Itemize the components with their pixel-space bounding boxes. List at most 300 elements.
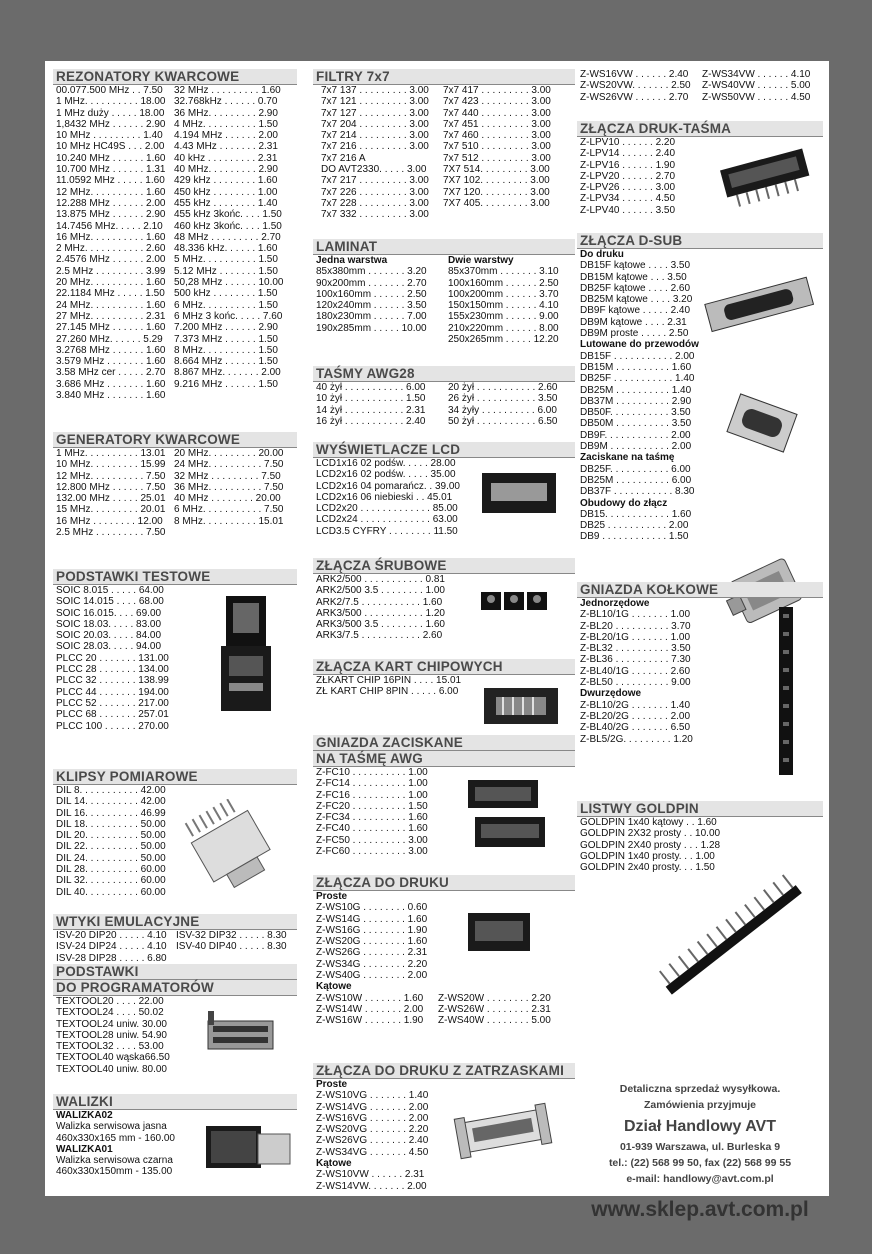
price-row: DB15F . . . . . . . . . . . 2.00 xyxy=(580,350,695,362)
price-cell: Z-WS34VW . . . . . . 4.10 xyxy=(702,69,811,80)
section-druku xyxy=(313,875,575,1027)
price-cell: Z-WS26VW . . . . . . 2.70 xyxy=(580,91,689,103)
price-row: SOIC 20.03. . . . . 84.00 xyxy=(56,630,162,642)
price-row: Z-LPV10 . . . . . . 2.20 xyxy=(580,137,676,148)
price-cell: 7x7 451 . . . . . . . . . 3.00 xyxy=(443,118,551,130)
price-cell: 36 MHz. . . . . . . . . . 7.50 xyxy=(174,481,284,493)
price-cell: 40 MHz . . . . . . . . 20.00 xyxy=(174,493,281,505)
price-cell: 455 kHz 3końc. . . . 1.50 xyxy=(174,209,282,221)
section-title: ZŁĄCZA ŚRUBOWE xyxy=(313,558,575,574)
price-row: DB25F . . . . . . . . . . . 1.40 xyxy=(580,373,695,385)
section-title: ZŁĄCZA DRUK-TAŚMA xyxy=(577,121,823,137)
price-row xyxy=(56,471,297,482)
price-cell: 2.5 MHz . . . . . . . . . 3.99 xyxy=(56,265,166,277)
price-row: GOLDPIN 1x40 kątowy . . 1.60 xyxy=(580,817,717,828)
subsection-title: Lutowane do przewodów xyxy=(580,339,699,351)
price-cell: 90x200mm . . . . . . . 2.70 xyxy=(316,277,427,289)
price-row xyxy=(56,266,297,277)
service-case-image xyxy=(203,1116,295,1174)
price-row xyxy=(316,1015,575,1026)
price-row: DB25M . . . . . . . . . . 1.40 xyxy=(580,384,692,396)
price-row: LCD3.5 CYFRY . . . . . . . . 11.50 xyxy=(316,525,458,537)
section-walizki xyxy=(53,1094,297,1178)
section-title: ZŁĄCZA DO DRUKU xyxy=(313,875,575,891)
price-row: Z-FC40 . . . . . . . . . . 1.60 xyxy=(316,823,428,835)
price-row: Z-WS26G . . . . . . . . 2.31 xyxy=(316,947,428,959)
price-row xyxy=(316,1004,575,1015)
contact-info xyxy=(577,1081,823,1225)
price-cell: 210x220mm . . . . . . 8.00 xyxy=(448,322,559,334)
price-cell: ISV-40 DIP40 . . . . . 8.30 xyxy=(176,941,287,953)
column-head: Jedna warstwa xyxy=(316,255,388,266)
price-cell: 100x160mm . . . . . . 2.50 xyxy=(316,288,427,300)
price-row xyxy=(321,119,575,130)
price-row: Z-BL32 . . . . . . . . . . 3.50 xyxy=(580,643,691,655)
price-row xyxy=(321,209,575,220)
price-row: PLCC 20 . . . . . . . 131.00 xyxy=(56,652,169,664)
price-row xyxy=(56,930,297,941)
price-row: Z-WS40G . . . . . . . . 2.00 xyxy=(316,970,428,982)
price-row: ARK2/500 3.5 . . . . . . . . 1.00 xyxy=(316,585,445,597)
price-cell: 5 MHz. . . . . . . . . . 1.50 xyxy=(174,254,278,266)
price-row xyxy=(316,993,575,1004)
section-title: ZŁĄCZA D-SUB xyxy=(577,233,823,249)
price-cell: 00.077.500 MHz . . 7.50 xyxy=(56,85,163,96)
price-row xyxy=(56,300,297,311)
price-row: Z-WS10G . . . . . . . . 0.60 xyxy=(316,902,428,914)
price-row: Z-BL20/1G . . . . . . . 1.00 xyxy=(580,631,691,643)
section-title: GENERATORY KWARCOWE xyxy=(53,432,297,448)
price-cell: 10 MHz . . . . . . . . . 1.40 xyxy=(56,130,163,142)
price-row xyxy=(321,153,575,164)
price-row xyxy=(56,153,297,164)
price-row: DIL 22. . . . . . . . . . 50.00 xyxy=(56,841,166,853)
contact-line: Zamówienia przyjmuje xyxy=(643,1099,757,1111)
price-cell: 7x7 226 . . . . . . . . . 3.00 xyxy=(321,186,429,198)
price-row xyxy=(321,108,575,119)
price-row xyxy=(56,198,297,209)
idc-socket-image xyxy=(463,775,553,855)
section-title: GNIAZDA ZACISKANE xyxy=(313,735,575,751)
price-cell: 7.373 MHz . . . . . . 1.50 xyxy=(174,333,278,345)
price-cell: 180x230mm . . . . . . 7.00 xyxy=(316,311,427,323)
price-cell: 32 MHz . . . . . . . . . 1.60 xyxy=(174,85,281,96)
price-row: LCD2x16 04 pomarańcz. . 39.00 xyxy=(316,480,460,492)
product-desc: Walizka serwisowa jasna xyxy=(56,1121,167,1133)
price-cell: Z-WS16W . . . . . . . 1.90 xyxy=(316,1015,424,1027)
price-row xyxy=(56,527,297,538)
price-row: LCD1x16 02 podśw. . . . . 28.00 xyxy=(316,458,456,469)
price-cell: 150x150mm . . . . . . 4.10 xyxy=(448,300,559,312)
price-row: TEXTOOL40 uniw. 80.00 xyxy=(56,1063,167,1075)
price-cell: 3.58 MHz cer . . . . . 2.70 xyxy=(56,367,166,379)
price-row: ARK2/7.5 . . . . . . . . . . . 1.60 xyxy=(316,596,443,608)
price-cell: 7x7 417 . . . . . . . . . 3.00 xyxy=(443,85,551,96)
price-cell: 22.1184 MHz . . . . . 1.50 xyxy=(56,288,165,300)
price-row xyxy=(316,300,575,311)
price-row: ZŁKART CHIP 16PIN . . . . 15.01 xyxy=(316,675,462,686)
terminal-block-image xyxy=(477,586,552,616)
price-row: Z-LPV14 . . . . . . 2.40 xyxy=(580,148,676,160)
price-row xyxy=(56,288,297,299)
price-cell: ISV-24 DIP24 . . . . . 4.10 xyxy=(56,941,167,953)
price-row: PLCC 44 . . . . . . . 194.00 xyxy=(56,686,169,698)
subsection-title: Kątowe xyxy=(316,981,352,993)
section-klipsy xyxy=(53,769,297,898)
price-row: Z-BL40/2G . . . . . . . 6.50 xyxy=(580,722,691,734)
test-socket-image xyxy=(211,591,281,721)
price-cell: 1 MHz. . . . . . . . . . 18.00 xyxy=(56,96,166,108)
product-desc: Walizka serwisowa czarna xyxy=(56,1155,173,1167)
price-row: DB37M . . . . . . . . . . 2.90 xyxy=(580,395,692,407)
price-row xyxy=(321,198,575,209)
price-row: Z-LPV16 . . . . . . 1.90 xyxy=(580,159,676,171)
section-karty xyxy=(313,659,575,698)
section-top-continuation xyxy=(577,69,823,103)
price-row xyxy=(316,311,575,322)
price-row: SOIC 28.03. . . . . 94.00 xyxy=(56,641,162,653)
price-row: Z-BL10/2G . . . . . . . 1.40 xyxy=(580,699,691,711)
subsection-title: Do druku xyxy=(580,249,624,260)
price-row: TEXTOOL40 wąska66.50 xyxy=(56,1052,170,1064)
price-row xyxy=(321,85,575,96)
section-title: LISTWY GOLDPIN xyxy=(577,801,823,817)
price-row: DB9M . . . . . . . . . . . 2.00 xyxy=(580,441,692,453)
phone: tel.: (22) 568 99 50, fax (22) 568 99 55 xyxy=(608,1157,792,1169)
price-row xyxy=(56,108,297,119)
price-row: TEXTOOL28 uniw. 54.90 xyxy=(56,1029,167,1041)
price-cell: 26 żył . . . . . . . . . . . 3.50 xyxy=(448,393,558,405)
section-srubowe xyxy=(313,558,575,642)
section-title: FILTRY 7x7 xyxy=(313,69,575,85)
section-title: ZŁĄCZA DO DRUKU Z ZATRZASKAMI xyxy=(313,1063,575,1079)
price-row: Z-LPV20 . . . . . . 2.70 xyxy=(580,170,676,182)
price-cell: 48.336 kHz. . . . . . 1.60 xyxy=(174,243,278,255)
price-row: GOLDPIN 2X40 prosty . . . 1.28 xyxy=(580,839,721,851)
price-cell: 48 MHz . . . . . . . . . 2.70 xyxy=(174,231,281,243)
price-cell: 50 żył . . . . . . . . . . . 6.50 xyxy=(448,415,558,427)
price-row xyxy=(316,416,575,427)
price-cell: 4.194 MHz . . . . . . 2.00 xyxy=(174,130,278,142)
price-cell: 20 żył . . . . . . . . . . . 2.60 xyxy=(448,382,558,393)
chip-card-connector-image xyxy=(481,683,561,729)
price-cell: 1 MHz duży . . . . . 18.00 xyxy=(56,107,165,119)
price-cell: 1,8432 MHz . . . . . . 2.90 xyxy=(56,118,166,130)
price-cell: 250x265mm . . . . . 12.20 xyxy=(448,334,559,346)
price-cell: 32.768kHz . . . . . . 0.70 xyxy=(174,96,278,108)
price-row: Z-BL5/2G. . . . . . . . . 1.20 xyxy=(580,733,693,745)
price-row: TEXTOOL24 . . . . 50.02 xyxy=(56,1007,164,1019)
price-row xyxy=(56,311,297,322)
price-row xyxy=(56,187,297,198)
price-cell: 16 żył . . . . . . . . . . . 2.40 xyxy=(316,415,426,427)
price-row xyxy=(56,209,297,220)
price-row: SOIC 14.015 . . . . 68.00 xyxy=(56,596,164,608)
price-cell: 10 MHz HC49S . . . 2.00 xyxy=(56,141,165,153)
section-laminat xyxy=(313,239,575,345)
price-cell: 190x285mm . . . . . 10.00 xyxy=(316,322,427,334)
price-cell: Z-WS40W . . . . . . . . 5.00 xyxy=(438,1015,551,1027)
price-cell: 10.240 MHz . . . . . . 1.60 xyxy=(56,152,166,164)
section-goldpin xyxy=(577,801,823,873)
price-row: PLCC 68 . . . . . . . 257.01 xyxy=(56,709,169,721)
price-cell: 36 MHz. . . . . . . . . 2.90 xyxy=(174,107,278,119)
price-cell: 4 MHz. . . . . . . . . . 1.50 xyxy=(174,118,278,130)
section-title: WALIZKI xyxy=(53,1094,297,1110)
price-row: DB9F kątowe . . . . . 2.40 xyxy=(580,305,691,317)
price-row xyxy=(56,221,297,232)
price-cell: 3.579 MHz . . . . . . . 1.60 xyxy=(56,356,166,368)
price-row xyxy=(580,80,823,91)
price-cell: 12.800 MHz . . . . . . 7.50 xyxy=(56,481,166,493)
price-row: Z-WS34G . . . . . . . . 2.20 xyxy=(316,958,428,970)
pin-socket-image xyxy=(767,602,807,782)
price-row: DIL 20. . . . . . . . . . 50.00 xyxy=(56,830,166,842)
price-row xyxy=(56,141,297,152)
price-cell: 50,28 MHz . . . . . . 10.00 xyxy=(174,277,284,289)
price-cell: 12 MHz. . . . . . . . . . 7.50 xyxy=(56,470,166,482)
price-cell: 7.200 MHz . . . . . . 2.90 xyxy=(174,322,278,334)
address: 01-939 Warszawa, ul. Burleska 9 xyxy=(619,1141,781,1153)
product-name: WALIZKA01 xyxy=(56,1143,113,1155)
price-cell: 7X7 405. . . . . . . . . 3.00 xyxy=(443,197,550,209)
section-title: DO PROGRAMATORÓW xyxy=(53,980,297,996)
price-row: Z-WS16VG . . . . . . . 2.00 xyxy=(316,1112,429,1124)
price-row: PLCC 100 . . . . . . 270.00 xyxy=(56,720,169,732)
price-row: GOLDPIN 2x40 prosty. . . 1.50 xyxy=(580,862,715,874)
price-cell: 6 MHz 3 końc. . . . . 7.60 xyxy=(174,310,283,322)
price-cell: 14 żył . . . . . . . . . . . 2.31 xyxy=(316,404,426,416)
section-title: WYŚWIETLACZE LCD xyxy=(313,442,575,458)
price-row: Z-FC50 . . . . . . . . . . 3.00 xyxy=(316,834,428,846)
price-cell: 3.2768 MHz . . . . . . 1.60 xyxy=(56,344,166,356)
price-cell: 450 kHz . . . . . . . . 1.00 xyxy=(174,186,278,198)
price-row: GOLDPIN 1x40 prosty. . . 1.00 xyxy=(580,850,715,862)
price-cell: 2.4576 MHz . . . . . . 2.00 xyxy=(56,254,166,266)
price-cell: Z-WS10W . . . . . . . 1.60 xyxy=(316,992,424,1004)
price-row: DB25M . . . . . . . . . . 6.00 xyxy=(580,474,692,486)
price-row xyxy=(580,92,823,103)
section-gniazda-zaciskane xyxy=(313,735,575,857)
section-dsub xyxy=(577,233,823,543)
price-cell: 8.664 MHz . . . . . . 1.50 xyxy=(174,356,278,368)
price-row: Z-WS26VG . . . . . . . 2.40 xyxy=(316,1135,429,1147)
price-cell: 7x7 127 . . . . . . . . . 3.00 xyxy=(321,107,429,119)
section-generatory xyxy=(53,432,297,538)
price-cell: Z-WS16VW . . . . . . 2.40 xyxy=(580,69,689,80)
subsection-title: Dwurzędowe xyxy=(580,688,642,700)
price-cell: 4.43 MHz . . . . . . . 2.31 xyxy=(174,141,278,153)
section-title: ZŁĄCZA KART CHIPOWYCH xyxy=(313,659,575,675)
price-row xyxy=(56,130,297,141)
price-row: DIL 18. . . . . . . . . . 50.00 xyxy=(56,818,166,830)
column-head: Dwie warstwy xyxy=(448,255,514,266)
price-row xyxy=(580,69,823,80)
price-row: Z-BL50 . . . . . . . . . . 9.00 xyxy=(580,677,691,689)
price-cell: 7x7 228 . . . . . . . . . 3.00 xyxy=(321,197,429,209)
price-cell: 16 MHz. . . . . . . . . . 1.60 xyxy=(56,231,166,243)
price-cell: 7x7 510 . . . . . . . . . 3.00 xyxy=(443,141,551,153)
section-filtry xyxy=(313,69,575,221)
section-title: KLIPSY POMIAROWE xyxy=(53,769,297,785)
price-cell: 6 MHz. . . . . . . . . . . 7.50 xyxy=(174,504,284,516)
price-row: Z-FC34 . . . . . . . . . . 1.60 xyxy=(316,812,428,824)
goldpin-strip-image xyxy=(647,871,822,1011)
section-title: LAMINAT xyxy=(313,239,575,255)
price-cell: 8.867 MHz. . . . . . . 2.00 xyxy=(174,367,281,379)
price-row xyxy=(56,390,297,401)
price-row: Z-WS14VW. . . . . . . 2.00 xyxy=(316,1180,427,1192)
price-row: SOIC 16.015. . . . 69.00 xyxy=(56,607,162,619)
price-cell: 7X7 514. . . . . . . . . 3.00 xyxy=(443,164,550,176)
price-cell: 5.12 MHz . . . . . . . 1.50 xyxy=(174,265,278,277)
price-row xyxy=(56,345,297,356)
price-row: DIL 40. . . . . . . . . . 60.00 xyxy=(56,886,166,898)
price-row xyxy=(321,141,575,152)
price-row: Z-BL20/2G . . . . . . . 2.00 xyxy=(580,710,691,722)
price-row xyxy=(316,323,575,334)
price-row xyxy=(56,493,297,504)
price-cell: 7x7 217 . . . . . . . . . 3.00 xyxy=(321,175,429,187)
price-cell: ISV-20 DIP20 . . . . . 4.10 xyxy=(56,930,167,941)
price-row: SOIC 8.015 . . . . . 64.00 xyxy=(56,585,164,596)
subsection-title: Proste xyxy=(316,1079,348,1090)
price-row: Z-WS14VG . . . . . . . 2.00 xyxy=(316,1101,429,1113)
price-row: DB15. . . . . . . . . . . . 1.60 xyxy=(580,508,692,520)
section-gniazda-kolkowe xyxy=(577,582,823,745)
section-title: TAŚMY AWG28 xyxy=(313,366,575,382)
price-row xyxy=(321,175,575,186)
price-row xyxy=(56,367,297,378)
section-tasmy xyxy=(313,366,575,427)
pcb-header-image xyxy=(463,905,538,960)
price-row: DB37F . . . . . . . . . . . 8.30 xyxy=(580,486,695,498)
section-zatrzaski xyxy=(313,1063,575,1192)
product-price: 460x330x150mm - 135.00 xyxy=(56,1166,173,1178)
price-row: ARK3/7.5 . . . . . . . . . . . 2.60 xyxy=(316,630,443,642)
contact-line: Detaliczna sprzedaż wysyłkowa. xyxy=(619,1083,781,1095)
price-cell: 13.875 MHz . . . . . . 2.90 xyxy=(56,209,166,221)
subsection-title: Jednorzędowe xyxy=(580,598,650,609)
price-cell: 12.288 MHz . . . . . . 2.00 xyxy=(56,197,166,209)
price-row: SOIC 18.03. . . . . 83.00 xyxy=(56,618,162,630)
pcb-ribbon-connector-image xyxy=(715,141,815,211)
price-cell: 10 żył . . . . . . . . . . . 1.50 xyxy=(316,393,426,405)
price-cell: 7x7 512 . . . . . . . . . 3.00 xyxy=(443,152,551,164)
price-cell: 34 żyły . . . . . . . . . . 6.00 xyxy=(448,404,557,416)
price-cell: 85x380mm . . . . . . . 3.20 xyxy=(316,266,427,278)
price-row: LCD2x20 . . . . . . . . . . . . . 85.00 xyxy=(316,503,458,515)
price-cell: 155x230mm . . . . . . 9.00 xyxy=(448,311,559,323)
dsub-solder-image xyxy=(722,388,802,458)
price-row xyxy=(321,164,575,175)
price-cell: 40 kHz . . . . . . . . . 2.31 xyxy=(174,152,278,164)
email: e-mail: handlowy@avt.com.pl xyxy=(626,1173,774,1185)
price-row xyxy=(56,516,297,527)
price-row: DB9M proste . . . . . 2.50 xyxy=(580,328,689,340)
price-cell: 3.840 MHz . . . . . . . 1.60 xyxy=(56,390,166,402)
price-row: GOLDPIN 2X32 prosty . . 10.00 xyxy=(580,828,721,840)
price-cell: 40 żył . . . . . . . . . . . 6.00 xyxy=(316,382,426,393)
price-row: DB15M . . . . . . . . . . 1.60 xyxy=(580,361,692,373)
section-wtyki xyxy=(53,914,297,964)
price-cell: 6 MHz. . . . . . . . . . 1.50 xyxy=(174,299,278,311)
price-cell: 7x7 204 . . . . . . . . . 3.00 xyxy=(321,118,429,130)
price-row xyxy=(56,164,297,175)
subsection-title: Proste xyxy=(316,891,348,902)
section-podstawki-testowe xyxy=(53,569,297,732)
price-cell: ISV-32 DIP32 . . . . . 8.30 xyxy=(176,930,287,941)
price-cell: 500 kHz . . . . . . . . 1.50 xyxy=(174,288,278,300)
price-row: DIL 16. . . . . . . . . . 46.99 xyxy=(56,807,166,819)
price-cell: 132.00 MHz . . . . . 25.01 xyxy=(56,493,166,505)
price-cell: 100x160mm . . . . . . 2.50 xyxy=(448,277,559,289)
price-cell: 3.686 MHz . . . . . . . 1.60 xyxy=(56,378,166,390)
price-cell: 85x370mm . . . . . . . 3.10 xyxy=(448,266,559,278)
textool-socket-image xyxy=(203,1006,283,1061)
price-row: DIL 28. . . . . . . . . . 60.00 xyxy=(56,864,166,876)
price-row xyxy=(56,941,297,952)
price-row: DIL 8. . . . . . . . . . . 42.00 xyxy=(56,785,166,796)
price-row: Z-FC16 . . . . . . . . . . 1.00 xyxy=(316,789,428,801)
price-row: DB25F kątowe . . . . 2.60 xyxy=(580,282,691,294)
price-row: LCD2x16 02 podśw. . . . . 35.00 xyxy=(316,469,456,481)
price-row: DB25 . . . . . . . . . . . 2.00 xyxy=(580,520,689,532)
price-row xyxy=(316,334,575,345)
price-cell: 32 MHz . . . . . . . . . 7.50 xyxy=(174,470,281,482)
price-row: ARK3/500 3.5 . . . . . . . . 1.60 xyxy=(316,619,445,631)
price-row: PLCC 28 . . . . . . . 134.00 xyxy=(56,664,169,676)
price-cell: 11.0592 MHz . . . . . 1.60 xyxy=(56,175,165,187)
price-row: DB9F. . . . . . . . . . . . 2.00 xyxy=(580,429,691,441)
shop-url[interactable]: www.sklep.avt.com.pl xyxy=(591,1198,809,1221)
test-clip-image xyxy=(183,799,278,894)
price-row: Z-LPV26 . . . . . . 3.00 xyxy=(580,182,676,194)
price-cell: 7x7 216 . . . . . . . . . 3.00 xyxy=(321,141,429,153)
price-row xyxy=(56,96,297,107)
section-title: WTYKI EMULACYJNE xyxy=(53,914,297,930)
price-row: Z-WS16G . . . . . . . . 1.90 xyxy=(316,924,428,936)
price-cell: 7x7 423 . . . . . . . . . 3.00 xyxy=(443,96,551,108)
price-cell: 100x200mm . . . . . . 3.70 xyxy=(448,288,559,300)
price-row: TEXTOOL32 . . . . 53.00 xyxy=(56,1041,164,1053)
price-row xyxy=(316,266,575,277)
price-row: DIL 24. . . . . . . . . . 50.00 xyxy=(56,852,166,864)
price-cell: 429 kHz . . . . . . . . 1.60 xyxy=(174,175,278,187)
product-name: WALIZKA02 xyxy=(56,1110,113,1121)
price-row: Z-BL40/1G . . . . . . . 2.60 xyxy=(580,665,691,677)
price-row: Z-WS20G . . . . . . . . 1.60 xyxy=(316,936,428,948)
price-row xyxy=(56,277,297,288)
price-cell: 24 MHz. . . . . . . . . . 7.50 xyxy=(174,459,284,471)
price-row xyxy=(316,278,575,289)
price-cell: 27.145 MHz . . . . . . 1.60 xyxy=(56,322,166,334)
price-cell: Z-WS26W . . . . . . . . 2.31 xyxy=(438,1003,551,1015)
price-row xyxy=(316,289,575,300)
section-podstawki-prog xyxy=(53,964,297,1075)
price-row xyxy=(56,953,297,964)
price-row: LCD2x24 . . . . . . . . . . . . . 63.00 xyxy=(316,514,458,526)
price-row: DIL 14. . . . . . . . . . 42.00 xyxy=(56,796,166,808)
price-row: DB9M kątowe . . . . 2.31 xyxy=(580,316,687,328)
price-row xyxy=(321,96,575,107)
price-cell: 7x7 121 . . . . . . . . . 3.00 xyxy=(321,96,429,108)
price-cell: 40 MHz. . . . . . . . . 2.90 xyxy=(174,164,278,176)
price-row xyxy=(56,448,297,459)
price-row: Z-WS20VG . . . . . . . 2.20 xyxy=(316,1124,429,1136)
price-row xyxy=(316,382,575,393)
price-cell: 2.5 MHz . . . . . . . . . 7.50 xyxy=(56,527,166,539)
